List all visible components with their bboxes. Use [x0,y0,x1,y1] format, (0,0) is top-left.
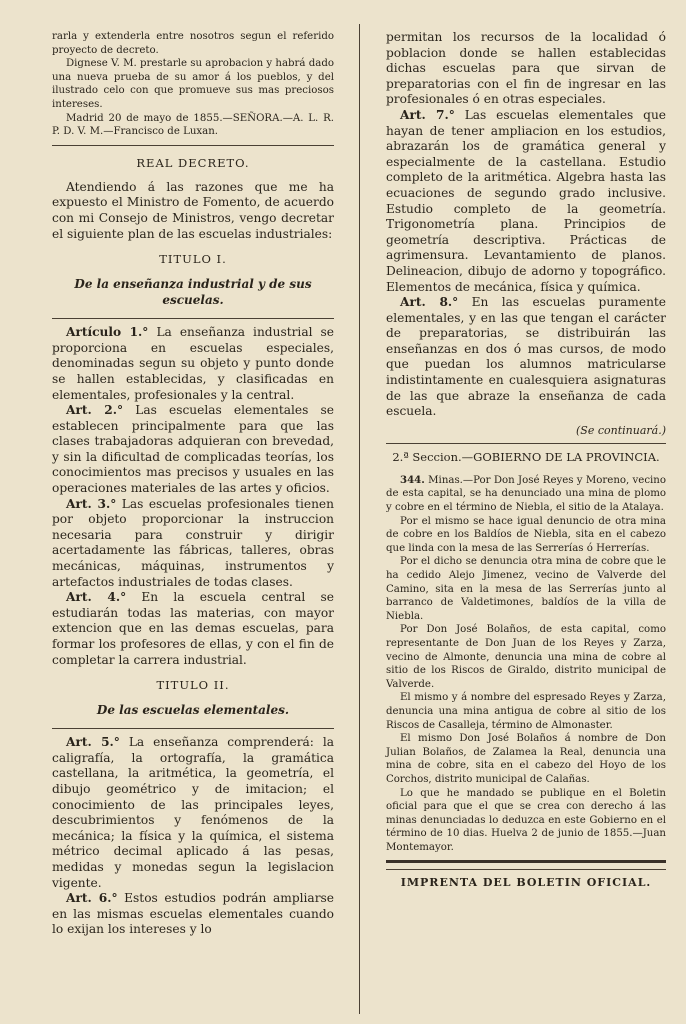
divider [52,728,334,729]
article-2-lead: Art. 2.° [66,403,124,418]
titulo-2-heading: TITULO II. [156,678,230,693]
article-3-lead: Art. 3.° [66,496,117,511]
article-6-lead: Art. 6.° [66,891,118,906]
right-column [386,30,666,889]
mining-paragraph-2: Por el mismo se hace igual denuncio de otra mina de cobre en los Baldíos de Niebla, sita en el cabezo que linda con la mesa de las Serrerías ó Herrerías. [386,515,666,554]
mining-item [386,474,666,515]
article-7-text: Las escuelas elementales que hayan de tener ampliacion en los estudios, abrazarán los de gramática general y especialmente de la castellana. Estudio completo de la aritmética. Algebra hasta las ecuaciones de segundo grado inclusive. Estudio completo de la geometría. Trigonometría plana. Principios de geometría descriptiva. Prácticas de agrimensura. Levantamiento de planos. Delineacion, dibujo de adorno y topográfico. Elementos de mecánica, física y química. [386,107,667,294]
column-divider [359,24,360,1014]
divider [386,443,666,444]
titulo-1-subheading: De la enseñanza industrial y de sus escuelas. [74,277,312,308]
article-8-text: En las escuelas puramente elementales, y en las que tengan el carácter de preparatorias, se distribuirán las enseñanzas en dos ó mas cursos, de modo que puedan los alumnos matricularse indistintamente en cualesquiera asignaturas de las que abraze la enseñanza de cada escuela. [386,295,667,419]
mining-paragraph-7: Lo que he mandado se publique en el Boletin oficial para que el que se crea con derecho á las minas denunciadas lo deduzca en este Gobierno en el término de 10 dias. Huelva 2 de junio de 1855.—Juan Montemayor. [386,787,666,853]
article-4-text: En la escuela central se estudiarán todas las materias, con mayor extencion que en las demas escuelas, para formar los profesores de ellas, y con el fin de completar la carrera industrial. [52,590,334,667]
article-7-lead: Art. 7.° [400,107,455,122]
titulo-2-subheading: De las escuelas elementales. [96,703,290,718]
divider [52,318,334,319]
titulo-1-heading: TITULO I. [159,252,227,267]
article-4-lead: Art. 4.° [66,590,127,605]
printer-imprint: IMPRENTA DEL BOLETIN OFICIAL. [400,876,652,890]
mining-paragraph-3: Por el dicho se denuncia otra mina de cobre que le ha cedido Alejo Jimenez, vecino de Valverde del Camino, sita en la mesa de las Serrerías junto al barranco de Valdetimones, baldíos de la villa de Niebla. [386,556,666,622]
article-8-lead: Art. 8.° [400,295,459,310]
article-3-text: Las escuelas profesionales tienen por objeto proporcionar la instruccion necesaria para construir y dirigir acertadamente las fábricas, talleres, obras mecánicas, máquinas, instrumentos y artefactos industriales de todas clases. [52,496,334,589]
intro-paragraph-2: Dignese V. M. prestarle su aprobacion y habrá dado una nueva prueba de su amor á los pueblos, y del ilustrado celo con que promueve sus mas preciosos intereses. [52,58,334,110]
mining-paragraph-6: El mismo Don José Bolaños á nombre de Don Julian Bolaños, de Zalamea la Real, denuncia una mina de cobre, sita en el cabezo del Hoyo de los Corchos, distrito municipal de Calañas. [386,733,666,785]
intro-paragraph-1: rarla y extenderla entre nosotros segun el referido proyecto de decreto. [52,31,334,56]
divider [52,145,334,146]
article-5-lead: Art. 5.° [66,735,120,750]
mining-item-number: 344. [400,473,425,486]
article-5-text: La enseñanza comprenderá: la caligrafía, la ortografía, la gramática castellana, la aritmética, la geometría, el dibujo geométrico y de imitacion; el conocimiento de las principales leyes, descubrimientos y fenómenos de la mecánica; la física y la química, el sistema métrico decimal aplicado á las pesas, medidas y monedas segun la legislacion vigente. [52,735,335,890]
article-4 [52,590,334,668]
footer-thick-rule [386,860,666,863]
mining-paragraph-4: Por Don José Bolaños, de esta capital, como representante de Don Juan de los Reyes y Zarza, vecino de Almonte, denuncia una mina de cobre al sitio de los Riscos de Giraldo, distrito municipal de Valverde. [386,624,666,690]
article-5 [52,735,334,891]
article-1 [52,325,334,403]
real-decreto-heading: REAL DECRETO. [136,155,250,170]
continuara-note: (Se continuará.) [576,423,666,437]
continuation-text: permitan los recursos de la localidad ó poblacion donde se hallen establecidas dichas escuelas para que sirvan de preparatorias con el fin de ingresar en las profesionales ó en otras especiales. [386,30,666,107]
date-signature-line: Madrid 20 de mayo de 1855.—SEÑORA.—A. L. R. P. D. V. M.—Francisco de Luxan. [52,112,334,138]
article-2-text: Las escuelas elementales se establecen principalmente para que las clases trabajadoras adquieran con brevedad, y sin la dificultad de complicadas teorías, los conocimientos mas precisos y usuales en las operaciones materiales de las artes y oficios. [52,403,335,496]
article-6 [52,891,334,938]
mining-paragraph-5: El mismo y á nombre del espresado Reyes y Zarza, denuncia una mina antigua de cobre al sitio de los Riscos de Casalleja, término de Almonaster. [386,692,666,731]
article-2 [52,403,334,497]
article-3 [52,497,334,591]
footer-thin-rule [386,869,666,870]
decree-intro: Atendiendo á las razones que me ha expuesto el Ministro de Fomento, de acuerdo con mi Consejo de Ministros, vengo decretar el siguiente plan de las escuelas industriales: [52,179,334,241]
article-1-text: La enseñanza industrial se proporciona en escuelas especiales, denominadas segun su objeto y punto donde se hallen establecidas, y clasificadas en elementales, profesionales y la central. [52,325,334,402]
article-8 [386,295,666,420]
article-6-text: Estos estudios podrán ampliarse en las mismas escuelas elementales cuando lo exijan los intereses y lo [52,891,334,937]
article-1-lead: Artículo 1.° [66,325,149,340]
left-column [52,30,334,938]
mining-item-text: Minas.—Por Don José Reyes y Moreno, vecino de esta capital, se ha denunciado una mina de plomo y cobre en el término de Niebla, el sitio de la Atalaya. [386,474,666,514]
section-heading: 2.ª Seccion.—GOBIERNO DE LA PROVINCIA. [392,449,660,464]
article-7 [386,108,666,295]
